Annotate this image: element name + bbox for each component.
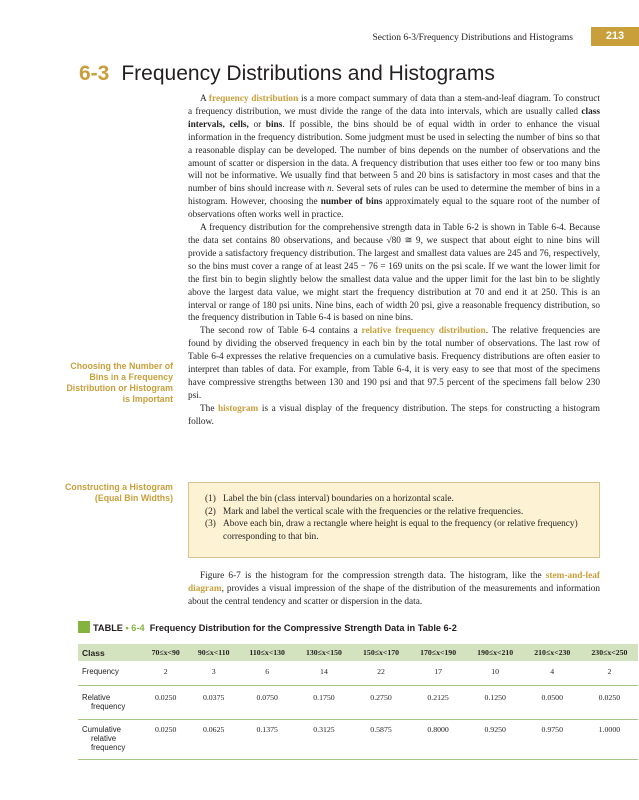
table-row [78,720,638,760]
table-cell: 0.0750 [239,686,295,720]
table-cell: 0.1375 [239,720,295,760]
running-header: Section 6-3/Frequency Distributions and Histograms [372,33,573,43]
section-title-text: Frequency Distributions and Histograms [121,62,495,85]
table-cell: 22 [377,667,385,676]
margin-note-bins: Choosing the Number of Bins in a Frequency Distribution or Histogram is Important [66,361,173,404]
frequency-table [78,644,638,760]
row-label: Relative frequency [78,686,143,720]
paragraph-2: A frequency distribution for the comprehensive strength data in Table 6-2 is shown in Table 6-4. Because the data set contains 80 observations, and because √80 ≅ 9, we suspect that about eight to nine bins will provide a satisfactory frequency distribution. The largest and smallest data values are 245 and 76, respectively, so the bins must cover a range of at least 245 − 76 = 169 units on the psi scale. If we want the lower limit for the first bin to begin slightly below the smallest data value and the upper limit for the last bin to be slightly above the largest data value, we might start the frequency distribution at 70 and end it at 250. This is an interval or range of 180 psi units. Nine bins, each of width 20 psi, give a reasonable frequency distribution, so the frequency distribution in Table 6-4 is based on nine bins. [188,223,600,324]
key-term: frequency distribution [208,94,299,104]
table-cell: 2 [607,667,612,676]
table-cell: 6 [265,667,270,676]
table-cell: 0.3125 [295,720,352,760]
table-cell: 0.2125 [410,686,467,720]
step-item: (3) Above each bin, draw a rectangle where height is equal to the frequency (or relative frequency) corresponding to that bin. [205,519,578,542]
class-interval: 90≤x<110 [188,644,239,661]
page-number: 213 [591,27,639,46]
key-term: relative frequency distribution [361,326,486,337]
table-caption: TABLE • 6-4 Frequency Distribution for the Compressive Strength Data in Table 6-2 [78,621,457,633]
table-cell: 0.5875 [352,720,409,760]
step-item: (1) Label the bin (class interval) boundaries on a horizontal scale. [205,494,454,504]
table-cell: 0.2750 [352,686,409,720]
class-header: Class [78,644,143,661]
class-interval: 190≤x<210 [467,644,524,661]
body-text-top [188,93,600,429]
table-row [78,686,638,720]
paragraph-5: Figure 6-7 is the histogram for the compression strength data. The histogram, like the stem-and-leaf diagram, provides a visual impression of the shape of the distribution of the measurements and information about the central tendency and scatter or dispersion in the data. [188,571,600,607]
step-item: (2) Mark and label the vertical scale with the frequencies or the relative frequencies. [205,506,524,517]
emphasis: class intervals, cells, [188,106,600,130]
section-number: 6-3 [79,62,110,85]
table-cell: 0.0500 [524,686,581,720]
table-cell: 0.9250 [467,720,524,760]
table-cell: 1.0000 [581,720,638,760]
class-interval: 150≤x<170 [352,644,409,661]
table-cell: 0.0250 [143,720,188,760]
table-cell: 0.0250 [143,686,188,720]
emphasis: bins [265,119,283,130]
paragraph-3: The second row of Table 6-4 contains a relative frequency distribution. The relative frequencies are found by dividing the observed frequency in each bin by the total number of observations. The last row of Table 6-4 expresses the relative frequencies on a cumulative basis. Frequency distributions are often easier to interpret than tables of data. For example, from Table 6-4, it is very easy to see that most of the specimens have compressive strengths between 130 and 190 psi and that 97.5 percent of the specimens fall below 230 psi. [188,326,600,401]
table-row [78,661,638,686]
key-term: histogram [218,403,259,414]
row-label: Frequency [82,667,119,676]
class-interval: 230≤x<250 [581,644,638,661]
table-cell: 17 [434,667,442,676]
row-label: Cumulative relative frequency [78,720,143,760]
table-marker-square [78,621,90,633]
table-cell: 4 [550,667,555,676]
margin-note-histogram: Constructing a Histogram (Equal Bin Widths) [64,482,173,503]
emphasis: number of bins [320,197,383,208]
table-cell: 0.0625 [188,720,239,760]
table-cell: 0.0375 [188,686,239,720]
table-cell: 0.9750 [524,720,581,760]
table-cell: 10 [491,667,500,676]
table-cell: 0.8000 [410,720,467,760]
emphasis: n [326,184,332,195]
class-interval: 70≤x<90 [143,644,188,661]
class-interval: 130≤x<150 [295,644,352,661]
table-cell: 14 [320,667,328,676]
paragraph-1: A frequency distribution is a more compact summary of data than a stem-and-leaf diagram. To construct a frequency distribution, we must divide the range of the data into intervals, which are usually called class intervals, cells, or bins. If possible, the bins should be of equal width in order to enhance the visual information in the frequency distribution. Some judgment must be used in selecting the number of bins so that a reasonable display can be developed. The number of bins depends on the number of observations and the amount of scatter or dispersion in the data. A frequency distribution that uses either too few or too many bins will not be informative. We usually find that between 5 and 20 bins is satisfactory in most cases and that the number of bins should increase with n. Several sets of rules can be used to determine the member of bins in a histogram. However, choosing the number of bins approximately equal to the square root of the number of observations often works well in practice. [188,94,600,221]
class-interval: 210≤x<230 [524,644,581,661]
table-cell: 2 [163,667,168,676]
key-term: stem-and-leaf diagram [188,571,600,594]
class-interval: 110≤x<130 [239,644,295,661]
table-cell: 0.1250 [467,686,524,720]
paragraph-4: The histogram is a visual display of the frequency distribution. The steps for constructing a histogram follow. [188,403,600,427]
class-interval: 170≤x<190 [410,644,467,661]
steps-box [188,482,600,558]
table-header-row [78,644,638,661]
table-cell: 0.0250 [581,686,638,720]
section-title [79,62,495,86]
table-cell: 3 [211,667,216,676]
body-text-bottom [188,570,600,609]
table-cell: 0.1750 [295,686,352,720]
